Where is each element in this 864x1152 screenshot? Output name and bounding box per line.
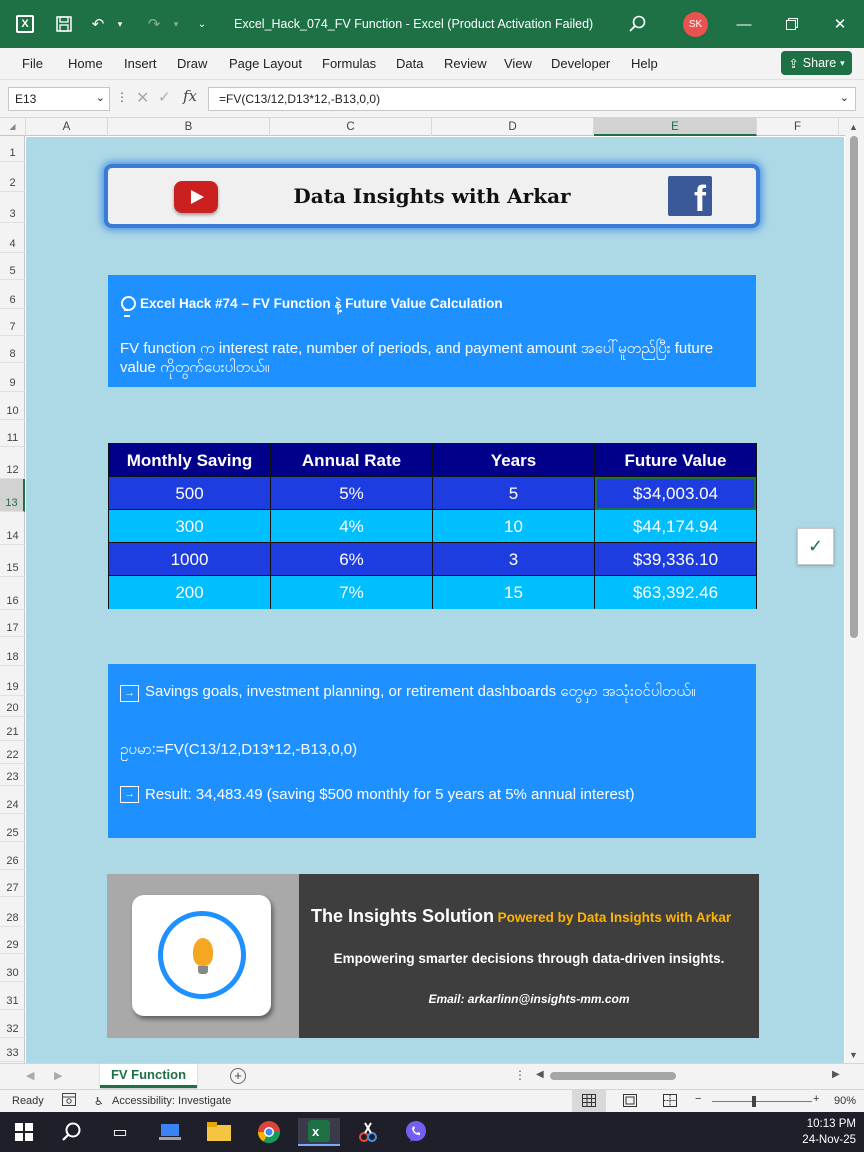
menu-file[interactable]: File <box>22 56 43 71</box>
menu-formulas[interactable]: Formulas <box>322 56 377 71</box>
clock-date: 24-Nov-25 <box>802 1134 856 1146</box>
scroll-down-icon[interactable]: ▼ <box>849 1050 858 1060</box>
undo-icon[interactable]: ↶ <box>91 16 105 33</box>
intro-heading: Excel Hack #74 – FV Function နဲ့ Future Value Calculation <box>140 296 503 311</box>
page-break-view-icon[interactable] <box>663 1094 677 1110</box>
row-header-33[interactable]: 33 <box>0 1038 25 1062</box>
row-header-1[interactable]: 1 <box>0 136 25 162</box>
table-cell[interactable]: 3 <box>433 543 595 576</box>
prev-sheet-icon[interactable]: ◀ <box>26 1070 35 1082</box>
vertical-scrollbar[interactable] <box>845 118 864 1063</box>
footer-email: Email: arkarlinn@insights-mm.com <box>428 992 630 1006</box>
table-cell[interactable]: 10 <box>433 510 595 543</box>
share-button[interactable] <box>781 51 852 75</box>
menu-help[interactable]: Help <box>631 56 658 71</box>
footer-logo-panel <box>107 874 299 1038</box>
lightbulb-icon <box>193 938 213 966</box>
table-header-annual-rate[interactable]: Annual Rate <box>271 444 433 477</box>
row-header-16[interactable]: 16 <box>0 577 25 610</box>
row-header-2[interactable]: 2 <box>0 162 25 192</box>
column-header-b[interactable]: B <box>108 118 270 136</box>
formula-text: =FV(C13/12,D13*12,-B13,0,0) <box>219 92 381 106</box>
lightbulb-icon <box>120 296 134 314</box>
system-clock[interactable] <box>802 1116 856 1148</box>
chevron-down-icon[interactable]: ⌄ <box>95 92 105 104</box>
row-header-11[interactable]: 11 <box>0 420 25 447</box>
clock-time: 10:13 PM <box>806 1118 856 1130</box>
menu-developer[interactable]: Developer <box>551 56 611 71</box>
macro-record-icon[interactable] <box>62 1093 76 1109</box>
banner-title: Data Insights with Arkar <box>293 184 571 208</box>
file-explorer-icon[interactable] <box>205 1118 233 1146</box>
menu-page-layout[interactable]: Page Layout <box>229 56 303 71</box>
scroll-left-icon[interactable]: ◀ <box>536 1069 544 1080</box>
minimize-icon[interactable]: — <box>736 15 752 33</box>
scrollbar-thumb[interactable] <box>550 1072 676 1080</box>
table-cell[interactable]: $63,392.46 <box>595 576 756 609</box>
table-cell[interactable]: 15 <box>433 576 595 609</box>
chevron-down-icon: ▾ <box>840 57 845 68</box>
row-header-15[interactable]: 15 <box>0 545 25 577</box>
more-options-icon[interactable]: ⋮ <box>116 90 128 104</box>
share-label: Share <box>802 56 837 70</box>
cell-reference: E13 <box>15 92 37 106</box>
footer-text-panel <box>299 874 759 1038</box>
header-banner <box>104 164 760 228</box>
customize-toolbar-icon[interactable]: ⌄ <box>197 18 207 30</box>
column-header-d[interactable]: D <box>432 118 594 136</box>
ai-app-icon[interactable] <box>156 1118 184 1146</box>
row-header-10[interactable]: 10 <box>0 392 25 420</box>
redo-dropdown-icon[interactable]: ▾ <box>173 18 179 29</box>
table-cell[interactable]: 6% <box>271 543 433 576</box>
table-header-years[interactable]: Years <box>433 444 595 477</box>
intro-box <box>108 275 756 387</box>
insert-function-icon[interactable]: fx <box>183 87 198 105</box>
excel-logo-icon: X <box>16 15 34 33</box>
menu-home[interactable]: Home <box>68 56 103 71</box>
table-cell[interactable]: $44,174.94 <box>595 510 756 543</box>
row-header-20[interactable]: 20 <box>0 696 25 717</box>
row-header-9[interactable]: 9 <box>0 363 25 392</box>
confirm-entry-icon[interactable]: ✓ <box>158 89 171 106</box>
status-ready: Ready <box>12 1095 44 1107</box>
notes-box <box>108 664 756 838</box>
task-view-icon[interactable]: ▭ <box>112 1124 128 1141</box>
horizontal-scrollbar[interactable] <box>536 1069 840 1082</box>
quick-analysis-check-button[interactable]: ✓ <box>797 528 834 565</box>
arrow-right-icon: → <box>120 786 139 803</box>
accessibility-status[interactable]: Accessibility: Investigate <box>112 1095 232 1107</box>
column-header-a[interactable]: A <box>26 118 108 136</box>
chrome-icon[interactable] <box>255 1118 283 1146</box>
windows-start-icon[interactable] <box>10 1118 38 1146</box>
footer-brand: The Insights Solution <box>311 906 494 926</box>
row-header-30[interactable]: 30 <box>0 954 25 982</box>
undo-dropdown-icon[interactable]: ▾ <box>117 18 123 29</box>
zoom-in-icon[interactable]: + <box>813 1093 820 1105</box>
row-header-4[interactable]: 4 <box>0 223 25 253</box>
row-headers <box>0 136 25 1063</box>
column-headers <box>0 118 864 136</box>
svg-text:x: x <box>312 1124 320 1139</box>
menu-insert[interactable]: Insert <box>124 56 157 71</box>
scroll-right-icon[interactable]: ▶ <box>832 1069 840 1080</box>
document-title: Excel_Hack_074_FV Function - Excel (Product Activation Failed) <box>234 17 594 31</box>
tab-splitter-icon[interactable]: ⋮ <box>514 1068 526 1082</box>
facebook-icon: f <box>668 176 712 216</box>
table-cell[interactable]: 200 <box>109 576 271 609</box>
restore-icon[interactable] <box>780 12 804 36</box>
table-cell[interactable]: 4% <box>271 510 433 543</box>
search-icon[interactable] <box>58 1118 86 1146</box>
row-header-3[interactable]: 3 <box>0 192 25 223</box>
row-header-6[interactable]: 6 <box>0 280 25 309</box>
row-header-8[interactable]: 8 <box>0 336 25 363</box>
row-header-25[interactable]: 25 <box>0 814 25 842</box>
notes-line-2 <box>120 740 357 762</box>
logo-ring <box>158 911 246 999</box>
formula-input[interactable] <box>208 87 856 111</box>
user-avatar[interactable]: SK <box>683 12 708 37</box>
menu-draw[interactable]: Draw <box>177 56 208 71</box>
row-header-18[interactable]: 18 <box>0 637 25 666</box>
row-header-13[interactable]: 13 <box>0 479 25 512</box>
scrollbar-thumb[interactable] <box>850 136 858 638</box>
row-header-26[interactable]: 26 <box>0 842 25 870</box>
row-header-24[interactable]: 24 <box>0 786 25 814</box>
select-all-corner[interactable]: ◢ <box>0 118 26 136</box>
zoom-slider[interactable] <box>712 1101 812 1102</box>
ribbon-menu <box>0 48 864 80</box>
row-header-19[interactable]: 19 <box>0 666 25 696</box>
status-bar <box>0 1089 864 1112</box>
row-header-31[interactable]: 31 <box>0 982 25 1010</box>
table-header-future-value[interactable]: Future Value <box>595 444 756 477</box>
notes-line-3 <box>120 786 634 803</box>
title-bar <box>0 0 864 48</box>
normal-view-icon <box>582 1094 596 1110</box>
arrow-right-icon: → <box>120 685 139 702</box>
notes-text-2: ဥပမာ:=FV(C13/12,D13*12,-B13,0,0) <box>120 741 358 758</box>
footer-tagline: Empowering smarter decisions through data-driven insights. <box>333 951 725 966</box>
share-icon: ⇪ <box>788 56 799 71</box>
footer-card <box>107 874 759 1038</box>
fv-table <box>108 443 757 609</box>
name-box[interactable] <box>8 87 110 111</box>
search-icon[interactable] <box>628 14 648 34</box>
table-cell[interactable]: 500 <box>109 477 271 510</box>
scroll-up-icon[interactable]: ▲ <box>849 122 858 132</box>
row-header-27[interactable]: 27 <box>0 870 25 897</box>
table-cell[interactable]: $39,336.10 <box>595 543 756 576</box>
row-header-28[interactable]: 28 <box>0 897 25 927</box>
table-cell[interactable]: 300 <box>109 510 271 543</box>
intro-body: FV function က interest rate, number of periods, and payment amount အပေါ်မူတည်ပြီး future value ကိုတွက်ပေးပါတယ်။ <box>120 340 714 376</box>
accessibility-icon[interactable]: ♿ <box>94 1096 104 1108</box>
table-cell[interactable]: 5% <box>271 477 433 510</box>
table-cell[interactable]: 1000 <box>109 543 271 576</box>
menu-view[interactable]: View <box>504 56 532 71</box>
page-layout-view-icon[interactable] <box>623 1094 637 1110</box>
windows-taskbar <box>0 1112 864 1152</box>
excel-taskbar-icon[interactable] <box>298 1118 340 1146</box>
row-header-29[interactable]: 29 <box>0 927 25 954</box>
sheet-tab-bar <box>0 1063 864 1089</box>
row-header-14[interactable]: 14 <box>0 512 25 545</box>
save-icon[interactable] <box>54 14 74 34</box>
next-sheet-icon[interactable]: ▶ <box>54 1070 63 1082</box>
row-header-7[interactable]: 7 <box>0 309 25 336</box>
close-icon[interactable]: ✕ <box>833 16 847 33</box>
footer-powered-by: Powered by Data Insights with Arkar <box>497 910 732 925</box>
footer-brand-line <box>311 906 731 927</box>
selected-cell-e13[interactable]: $34,003.04 <box>595 477 756 510</box>
notes-line-1 <box>120 682 696 704</box>
column-header-c[interactable]: C <box>270 118 432 136</box>
table-header-monthly-saving[interactable]: Monthly Saving <box>109 444 271 477</box>
notes-text-1: Savings goals, investment planning, or retirement dashboards တွေမှာ အသုံးဝင်ပါတယ်။ <box>145 683 696 700</box>
column-header-f[interactable]: F <box>757 118 839 136</box>
row-header-17[interactable]: 17 <box>0 610 25 637</box>
row-header-32[interactable]: 32 <box>0 1010 25 1038</box>
column-header-e[interactable]: E <box>594 118 757 136</box>
table-cell[interactable]: 5 <box>433 477 595 510</box>
intro-heading-row <box>120 295 503 315</box>
zoom-level[interactable]: 90% <box>834 1095 857 1107</box>
row-header-22[interactable]: 22 <box>0 741 25 764</box>
menu-review[interactable]: Review <box>444 56 487 71</box>
sheet-tab-fv-function[interactable]: FV Function <box>100 1064 197 1088</box>
row-header-23[interactable]: 23 <box>0 764 25 786</box>
insights-logo <box>132 895 271 1016</box>
cancel-entry-icon[interactable]: ✕ <box>136 90 150 107</box>
zoom-out-icon[interactable]: − <box>695 1093 702 1105</box>
zoom-slider-thumb[interactable] <box>752 1096 756 1107</box>
expand-formula-icon[interactable]: ⌄ <box>839 92 849 104</box>
notes-text-3: Result: 34,483.49 (saving $500 monthly for 5 years at 5% annual interest) <box>145 786 635 803</box>
formula-bar <box>0 80 864 118</box>
menu-data[interactable]: Data <box>396 56 424 71</box>
add-sheet-icon[interactable]: + <box>230 1068 246 1084</box>
table-cell[interactable]: 7% <box>271 576 433 609</box>
snipping-tool-icon[interactable] <box>354 1118 382 1146</box>
viber-icon[interactable] <box>402 1118 430 1146</box>
row-header-21[interactable]: 21 <box>0 717 25 741</box>
row-header-12[interactable]: 12 <box>0 447 25 479</box>
row-header-5[interactable]: 5 <box>0 253 25 280</box>
redo-icon[interactable]: ↷ <box>147 16 161 33</box>
